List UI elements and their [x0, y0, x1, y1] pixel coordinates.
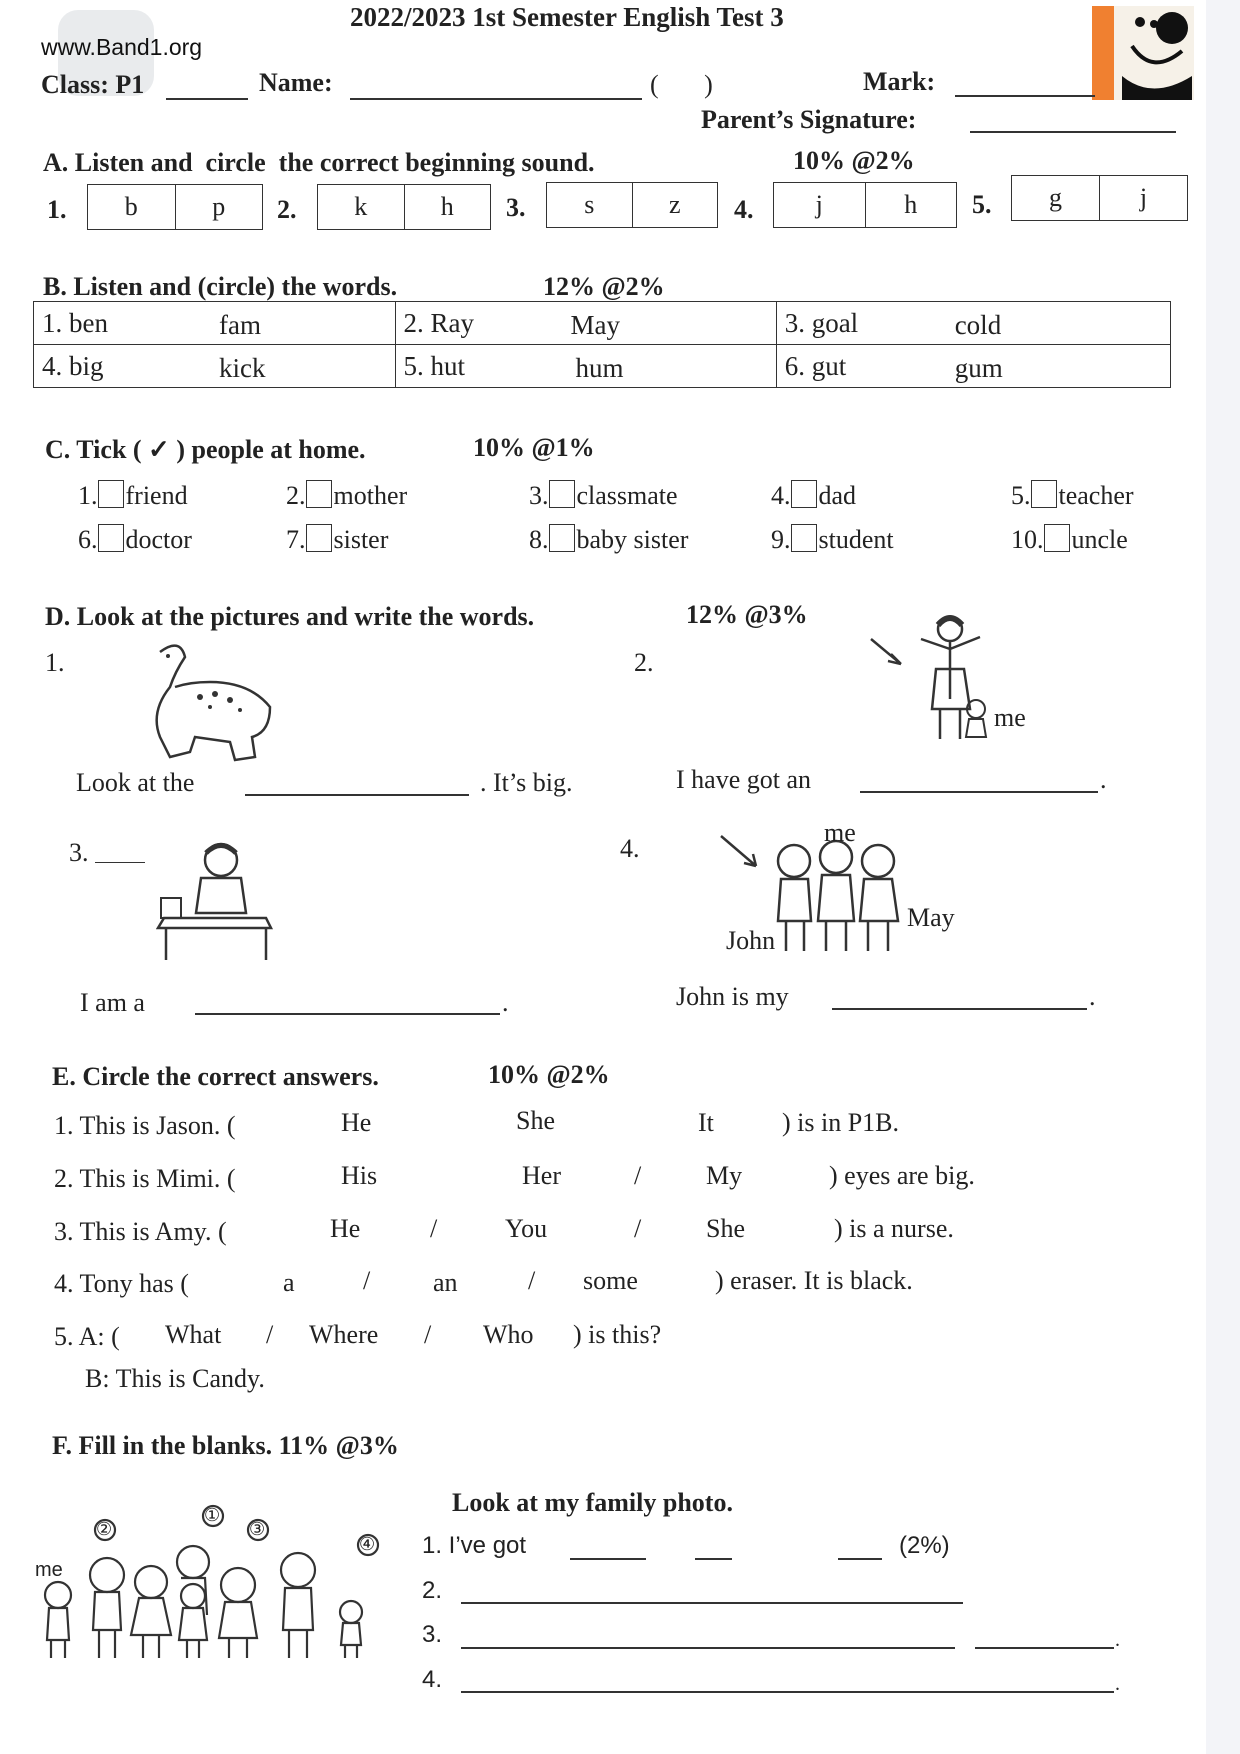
question-text: 1. This is Jason. (	[54, 1111, 236, 1140]
question-number: 4.	[422, 1666, 443, 1693]
item-number: 4.	[771, 481, 791, 510]
picture-label: me	[994, 703, 1026, 732]
answer-input-f2[interactable]	[461, 1602, 963, 1604]
item-number: 2.	[286, 481, 306, 510]
word[interactable]: hum	[575, 353, 624, 383]
word-pair[interactable]	[395, 302, 776, 345]
word[interactable]: 1. ben	[42, 307, 108, 338]
table-row	[34, 345, 1171, 388]
answer-text: B: This is Candy.	[85, 1364, 265, 1393]
picture-label: me	[824, 818, 856, 847]
picture-label: me	[35, 1559, 63, 1581]
word[interactable]: 6. gut	[784, 350, 847, 381]
question-score: (2%)	[899, 1532, 950, 1559]
section-c-heading: C. Tick ( ✓ ) people at home.	[45, 435, 366, 464]
section-e-heading: E. Circle the correct answers.	[52, 1062, 379, 1091]
separator: /	[424, 1320, 432, 1349]
table-row	[34, 302, 1171, 345]
answer-option[interactable]: He	[341, 1108, 372, 1137]
question-text: ) is a nurse.	[834, 1214, 954, 1243]
option[interactable]: g	[1049, 183, 1062, 212]
answer-input-f3b[interactable]	[975, 1647, 1114, 1649]
word-pair[interactable]	[776, 345, 1170, 388]
dinosaur-picture-icon	[140, 642, 275, 767]
tick-item[interactable]	[771, 480, 856, 509]
class-label: Class: P1	[41, 70, 145, 99]
mickey-sticker-icon	[1092, 6, 1194, 100]
tick-item[interactable]	[529, 480, 678, 509]
sentence-text: I am a	[80, 988, 145, 1017]
option[interactable]: j	[815, 190, 823, 219]
answer-option[interactable]: Who	[483, 1320, 534, 1349]
picture-label: ④	[359, 1534, 376, 1554]
item-number: 5.	[972, 190, 992, 219]
checkbox[interactable]	[306, 524, 332, 552]
answer-option[interactable]: an	[433, 1268, 458, 1297]
sound-choice-2[interactable]	[317, 184, 491, 230]
answer-option[interactable]: She	[706, 1214, 745, 1243]
checkbox[interactable]	[1044, 524, 1070, 552]
item-label: student	[818, 525, 894, 554]
answer-input-f1a[interactable]	[570, 1558, 646, 1560]
answer-input-f1c[interactable]	[838, 1558, 882, 1560]
option[interactable]: z	[632, 183, 718, 227]
word[interactable]: 2. Ray	[403, 307, 475, 338]
mark-input[interactable]	[955, 95, 1095, 97]
checkbox[interactable]	[549, 524, 575, 552]
checkbox[interactable]	[98, 480, 124, 508]
answer-option[interactable]: a	[283, 1268, 295, 1297]
picture-label: John	[726, 926, 776, 955]
option[interactable]: k	[354, 192, 368, 221]
item-number: 6.	[78, 525, 98, 554]
sentence-text: .	[1089, 982, 1096, 1011]
item-label: dad	[818, 481, 857, 510]
answer-option[interactable]: It	[698, 1108, 714, 1137]
tick-item[interactable]	[771, 524, 894, 553]
question-number: 3.	[69, 838, 89, 867]
question-number: 3.	[422, 1621, 443, 1648]
question-text: 5. A: (	[54, 1322, 120, 1351]
option[interactable]: s	[584, 190, 595, 219]
item-label: sister	[333, 525, 389, 554]
question-number: 2.	[634, 648, 654, 677]
sound-choice-4[interactable]	[773, 182, 957, 228]
section-e-score: 10% @2%	[488, 1060, 610, 1089]
item-label: baby sister	[576, 525, 689, 554]
answer-option[interactable]: He	[330, 1214, 361, 1243]
word[interactable]: 5. hut	[403, 350, 466, 381]
item-number: 4.	[734, 195, 754, 224]
answer-option[interactable]: My	[706, 1161, 743, 1190]
question-text: ) is this?	[573, 1320, 662, 1349]
parent-signature-input[interactable]	[970, 131, 1176, 133]
separator: /	[528, 1266, 536, 1295]
item-label: mother	[333, 481, 408, 510]
answer-option[interactable]: You	[505, 1214, 548, 1243]
question-number: 4.	[620, 834, 640, 863]
answer-input-2[interactable]	[860, 791, 1098, 793]
sound-choice-1[interactable]	[87, 184, 263, 230]
tick-item[interactable]	[78, 524, 192, 553]
name-label: Name:	[259, 68, 333, 97]
answer-option[interactable]: What	[165, 1320, 222, 1349]
sentence-text: .	[502, 988, 509, 1017]
checkbox[interactable]	[549, 480, 575, 508]
picture-label: ②	[96, 1519, 113, 1539]
answer-option[interactable]: some	[583, 1266, 638, 1295]
question-text: 4. Tony has (	[54, 1269, 189, 1298]
word[interactable]: 4. big	[42, 350, 104, 381]
item-label: friend	[125, 481, 188, 510]
item-number: 2.	[277, 195, 297, 224]
word[interactable]: 3. goal	[784, 307, 859, 338]
word-pair[interactable]	[395, 345, 776, 388]
section-f-subheading: Look at my family photo.	[452, 1488, 733, 1517]
checkbox[interactable]	[1031, 480, 1057, 508]
picture-label: May	[907, 903, 955, 932]
section-b-heading: B. Listen and (circle) the words.	[43, 272, 398, 301]
picture-label: ③	[249, 1519, 266, 1539]
item-number: 1.	[78, 481, 98, 510]
number-underline	[95, 862, 145, 863]
period: .	[1115, 1629, 1120, 1651]
word[interactable]: kick	[219, 353, 266, 383]
word-pair[interactable]	[776, 302, 1170, 345]
answer-input-3[interactable]	[195, 1013, 500, 1015]
option[interactable]: j	[1099, 176, 1187, 220]
tick-item[interactable]	[1011, 524, 1128, 553]
parent-signature-label: Parent’s Signature:	[701, 105, 917, 134]
answer-input-f4[interactable]	[461, 1691, 1114, 1693]
tick-item[interactable]	[286, 524, 388, 553]
separator: /	[363, 1266, 371, 1295]
item-number: 3.	[506, 193, 526, 222]
checkbox[interactable]	[306, 480, 332, 508]
option[interactable]: b	[124, 192, 138, 221]
item-number: 3.	[529, 481, 549, 510]
checkbox[interactable]	[791, 480, 817, 508]
tick-item[interactable]	[286, 480, 407, 509]
item-number: 9.	[771, 525, 791, 554]
word-table	[33, 301, 1171, 388]
section-a-heading: A. Listen and circle the correct beginning sound.	[43, 148, 595, 177]
answer-option[interactable]: She	[516, 1106, 555, 1135]
page-title: 2022/2023 1st Semester English Test 3	[350, 2, 784, 32]
period: .	[1115, 1673, 1120, 1695]
question-number: 2.	[422, 1577, 443, 1604]
answer-input-4[interactable]	[832, 1008, 1087, 1010]
sound-choice-5[interactable]	[1011, 175, 1188, 221]
word-pair[interactable]	[34, 345, 396, 388]
mother-and-child-picture-icon	[866, 609, 1001, 744]
section-b-score: 12% @2%	[543, 272, 665, 301]
page-edge-strip	[1206, 0, 1240, 1754]
class-number-field[interactable]: ( )	[650, 70, 713, 99]
tick-item[interactable]	[1011, 480, 1134, 509]
sentence-text: John is my	[676, 982, 789, 1011]
question-text: ) eyes are big.	[829, 1161, 975, 1190]
tick-item[interactable]	[529, 524, 688, 553]
item-number: 7.	[286, 525, 306, 554]
question-text: ) is in P1B.	[782, 1108, 900, 1137]
mark-label: Mark:	[863, 67, 936, 96]
sentence-text: . It’s big.	[480, 768, 573, 797]
option[interactable]: h	[404, 185, 491, 229]
checkbox[interactable]	[98, 524, 124, 552]
answer-input-f1b[interactable]	[695, 1558, 732, 1560]
student-at-desk-picture-icon	[156, 838, 276, 963]
word[interactable]: gum	[954, 353, 1003, 383]
separator: /	[634, 1161, 642, 1190]
separator: /	[634, 1214, 642, 1243]
word-pair[interactable]	[34, 302, 396, 345]
item-label: teacher	[1058, 481, 1134, 510]
sound-choice-3[interactable]	[546, 182, 718, 228]
separator: /	[430, 1214, 438, 1243]
word[interactable]: fam	[219, 310, 261, 340]
checkbox[interactable]	[791, 524, 817, 552]
answer-option[interactable]: His	[341, 1161, 378, 1190]
item-number: 10.	[1011, 525, 1044, 554]
section-f-heading: F. Fill in the blanks. 11% @3%	[52, 1431, 399, 1460]
question-text: 2. This is Mimi. (	[54, 1164, 236, 1193]
item-number: 5.	[1011, 481, 1031, 510]
option[interactable]: h	[865, 183, 957, 227]
sentence-text: I have got an	[676, 765, 812, 794]
section-c-score: 10% @1%	[473, 433, 595, 462]
item-label: doctor	[125, 525, 192, 554]
section-a-score: 10% @2%	[793, 146, 915, 175]
item-number: 1.	[47, 195, 67, 224]
answer-option[interactable]: Where	[309, 1320, 379, 1349]
word[interactable]: cold	[954, 310, 1002, 340]
answer-option[interactable]: Her	[522, 1161, 561, 1190]
picture-label: ①	[204, 1505, 221, 1525]
separator: /	[266, 1320, 274, 1349]
answer-input-f3a[interactable]	[461, 1647, 955, 1649]
name-input[interactable]	[350, 98, 642, 100]
word[interactable]: May	[570, 310, 621, 340]
question-number: 1.	[45, 648, 65, 677]
question-text: ) eraser. It is black.	[715, 1266, 913, 1295]
item-label: classmate	[576, 481, 678, 510]
tick-item[interactable]	[78, 480, 188, 509]
sentence-text: .	[1100, 765, 1107, 794]
option[interactable]: p	[175, 185, 263, 229]
section-d-heading: D. Look at the pictures and write the words.	[45, 602, 535, 631]
item-label: uncle	[1071, 525, 1128, 554]
question-text: 3. This is Amy. (	[54, 1217, 227, 1246]
answer-input-1[interactable]	[245, 794, 469, 796]
watermark-text: www.Band1.org	[41, 34, 203, 60]
class-input[interactable]	[166, 98, 248, 100]
sentence-text: Look at the	[76, 768, 195, 797]
section-d-score: 12% @3%	[686, 600, 808, 629]
item-number: 8.	[529, 525, 549, 554]
question-text: 1. I’ve got	[422, 1532, 527, 1559]
